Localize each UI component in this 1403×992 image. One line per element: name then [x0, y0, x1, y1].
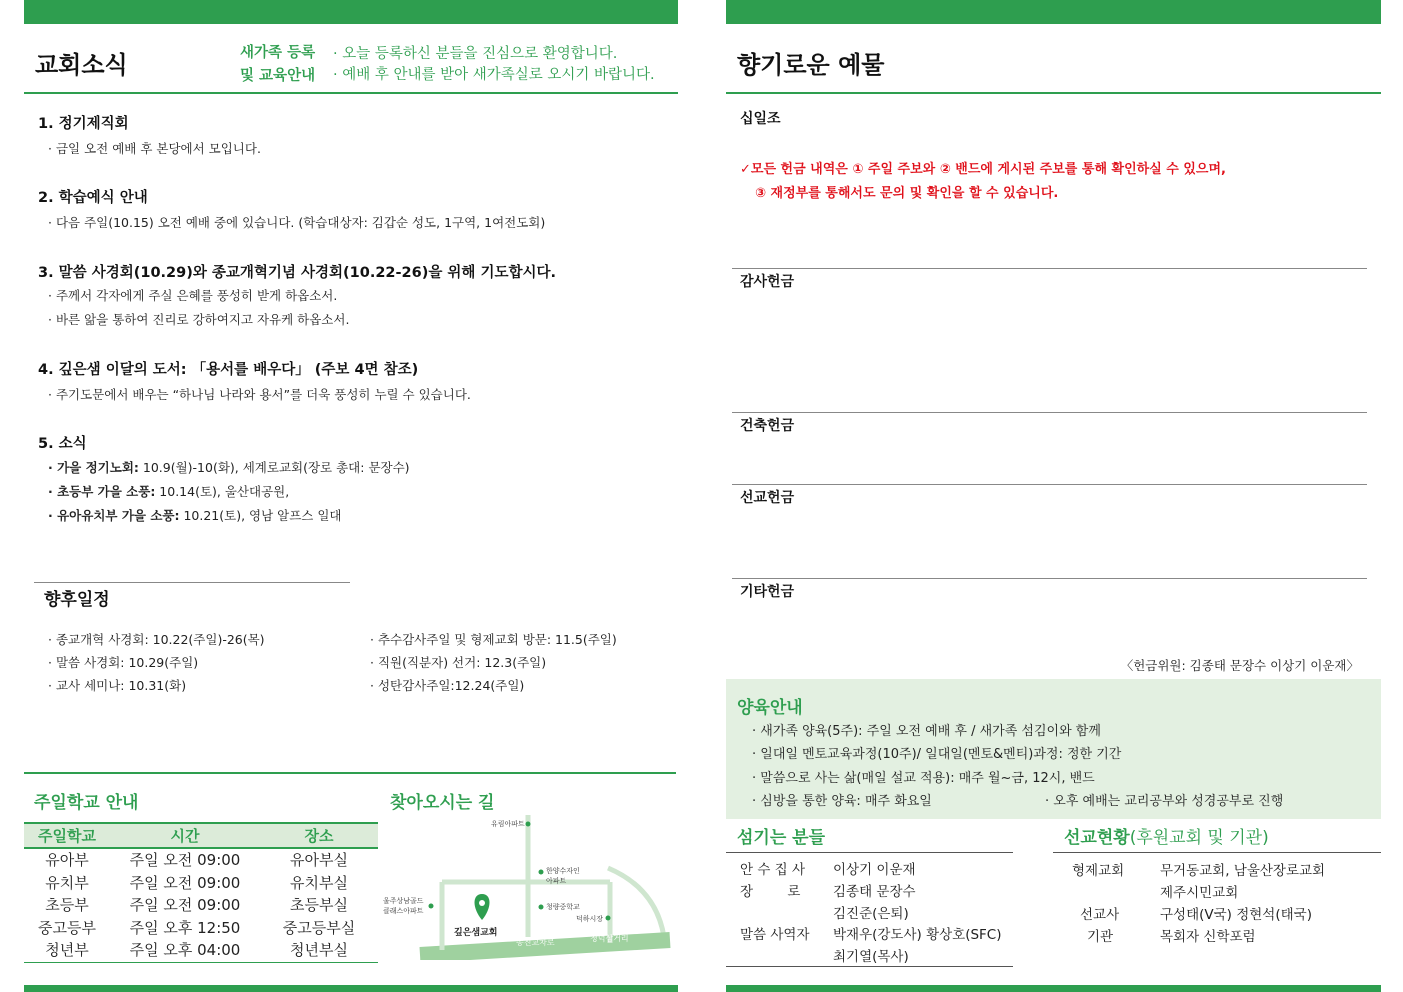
divider — [732, 578, 1367, 579]
table-header: 주일학교 — [24, 823, 110, 848]
nurture-title: 양육안내 — [737, 698, 803, 718]
cell: 유치부 — [45, 873, 89, 892]
news-title-1: 1. 정기제직회 — [38, 116, 129, 132]
table-row — [24, 872, 378, 895]
news-line: · 주께서 각자에게 주실 은혜를 풍성히 받게 하옵소서. — [48, 288, 338, 303]
divider — [732, 484, 1367, 485]
map-label: 한양수자인 — [546, 867, 580, 875]
cell: 유아부 — [45, 851, 89, 869]
map-label-church: 깊은샘교회 — [454, 928, 498, 938]
schedule-item: · 종교개혁 사경회: 10.22(주일)-26(목) — [48, 632, 265, 647]
map-label: 울주상남골드 — [383, 897, 424, 905]
mission-value: 무거동교회, 남울산장로교회 — [1160, 863, 1326, 879]
news-line: · 금일 오전 예배 후 본당에서 모입니다. — [48, 141, 261, 156]
schedule-item: · 추수감사주일 및 형제교회 방문: 11.5(주일) — [370, 632, 617, 647]
location-pin-icon — [475, 894, 490, 920]
bottom-bar-right — [726, 985, 1381, 992]
divider — [732, 412, 1367, 413]
missions-title-main: 선교현황 — [1064, 828, 1130, 848]
map-dot — [526, 822, 531, 827]
nurture-line: · 심방을 통한 양육: 매주 화요일 — [752, 794, 932, 809]
offering-notice-2: ③ 재정부를 통해서도 문의 및 확인을 할 수 있습니다. — [755, 186, 1059, 201]
cell: 청년부실 — [290, 941, 348, 959]
offering-committee: 〈헌금위원: 김종태 문장수 이상기 이운재〉 — [1120, 658, 1359, 673]
top-bar-right — [726, 0, 1381, 24]
divider — [726, 852, 1013, 853]
news-line: · 바른 앎을 통하여 진리로 강하여지고 자유케 하옵소서. — [48, 312, 350, 327]
table-row — [24, 894, 378, 917]
mission-label: 형제교회 — [1072, 863, 1125, 879]
news-sub-bold: · 초등부 가을 소풍: — [48, 484, 156, 499]
missions-title — [1064, 823, 1269, 848]
server-role: 말씀 사역자 — [740, 927, 810, 943]
cell: 주일 오후 12:50 — [129, 918, 241, 937]
offering-building: 건축헌금 — [740, 418, 795, 434]
offering-notice-1: ✓모든 헌금 내역은 ① 주일 주보와 ② 밴드에 게시된 주보를 통해 확인하실 수 있으며, — [740, 162, 1226, 177]
server-names: 김진준(은퇴) — [833, 906, 909, 922]
cell: 초등부실 — [290, 896, 348, 914]
news-sub-rest: 10.21(토), 영남 알프스 일대 — [179, 508, 342, 523]
map-dot — [539, 870, 544, 875]
server-names: 이상기 이운재 — [833, 862, 916, 878]
schedule-item: · 말씀 사경회: 10.29(주일) — [48, 655, 199, 670]
map-label: 유림아파트 — [491, 820, 525, 828]
news-sub-bold: · 유아유치부 가을 소풍: — [48, 508, 180, 523]
nurture-line: · 새가족 양육(5주): 주일 오전 예배 후 / 새가족 섬김이와 함께 — [752, 724, 1101, 739]
sunday-school-title: 주일학교 안내 — [34, 793, 139, 813]
map-dot — [429, 904, 434, 909]
divider — [1053, 852, 1381, 853]
divider — [24, 772, 676, 774]
map — [380, 810, 680, 960]
map-label: 청덕삼거리 — [590, 934, 629, 943]
cell: 유치부실 — [290, 873, 348, 892]
server-role: 장 로 — [740, 884, 801, 900]
bottom-bar-left — [24, 985, 678, 992]
offering-mission: 선교헌금 — [740, 490, 795, 506]
schedule-item: · 교사 세미나: 10.31(화) — [48, 678, 187, 693]
news-line: · 다음 주일(10.15) 오전 예배 중에 있습니다. (학습대상자: 김갑순 성도, 1구역, 1여전도회) — [48, 215, 546, 230]
servers-title: 섬기는 분들 — [737, 828, 826, 848]
offering-tithe: 십일조 — [740, 111, 781, 127]
mission-value: 목회자 신학포럼 — [1160, 929, 1256, 945]
cell: 주일 오후 04:00 — [129, 941, 241, 959]
map-title: 찾아오시는 길 — [390, 793, 495, 813]
mission-value: 제주시민교회 — [1160, 885, 1239, 901]
cell: 주일 오전 09:00 — [129, 851, 241, 869]
news-title-2: 2. 학습예식 안내 — [38, 190, 148, 206]
server-names: 박재우(강도사) 황상호(SFC) — [833, 927, 1002, 943]
divider — [732, 268, 1367, 269]
cell: 중고등부실 — [282, 918, 356, 937]
table-row — [24, 917, 378, 940]
mission-value: 구성태(V국) 정현석(태국) — [1160, 907, 1312, 923]
schedule-item: · 직원(직분자) 선거: 12.3(주일) — [370, 655, 547, 670]
map-label: 송진교차로 — [516, 938, 555, 947]
nurture-line: · 일대일 멘토교육과정(10주)/ 일대일(멘토&멘티)과정: 정한 기간 — [752, 747, 1122, 762]
nurture-line: · 말씀으로 사는 삶(매일 설교 적용): 매주 월~금, 12시, 밴드 — [752, 771, 1095, 786]
server-role: 안 수 집 사 — [740, 862, 806, 878]
top-bar-left — [24, 0, 678, 24]
registration-label-2: 및 교육안내 — [240, 68, 316, 84]
registration-text-1: · 오늘 등록하신 분들을 진심으로 환영합니다. — [333, 46, 618, 62]
news-line: · 주기도문에서 배우는 “하나님 나라와 용서”를 더욱 풍성히 누릴 수 있습니다. — [48, 387, 471, 402]
missions-title-sub: (후원교회 및 기관) — [1129, 828, 1269, 848]
registration-text-2: · 예배 후 안내를 받아 새가족실로 오시기 바랍니다. — [333, 67, 655, 83]
table-row — [24, 939, 378, 962]
news-sub-line — [48, 482, 289, 500]
map-dot — [606, 916, 611, 921]
schedule-item: · 성탄감사주일:12.24(주일) — [370, 678, 525, 693]
news-title-5: 5. 소식 — [38, 436, 87, 452]
news-sub-bold: · 가을 정기노회: — [48, 460, 139, 475]
page-title-offerings: 향기로운 예물 — [737, 51, 885, 79]
divider — [34, 582, 350, 583]
mission-label: 선교사 — [1080, 907, 1120, 923]
cell: 중고등부 — [38, 918, 96, 937]
table-header: 장소 — [260, 823, 378, 848]
server-names: 김종태 문장수 — [833, 884, 916, 900]
cell: 주일 오전 09:00 — [129, 896, 241, 914]
map-dot — [539, 905, 544, 910]
offering-thanks: 감사헌금 — [740, 274, 795, 290]
news-title-3: 3. 말씀 사경회(10.29)와 종교개혁기념 사경회(10.22-26)을 위해 기도합시다. — [38, 265, 556, 281]
divider — [726, 92, 1381, 94]
mission-label: 기관 — [1087, 929, 1114, 945]
table-row — [24, 848, 378, 872]
divider — [726, 966, 1013, 967]
table-header: 시간 — [110, 823, 260, 848]
news-sub-rest: 10.9(월)-10(화), 세계로교회(장로 총대: 문장수) — [138, 460, 410, 475]
divider — [24, 92, 678, 94]
news-sub-line — [48, 506, 342, 524]
cell: 주일 오전 09:00 — [129, 873, 241, 892]
sunday-school-table — [24, 822, 378, 963]
map-label: 아파트 — [546, 877, 567, 885]
server-names: 최기열(목사) — [833, 949, 909, 965]
news-sub-rest: 10.14(토), 울산대공원, — [155, 484, 290, 499]
offering-other: 기타헌금 — [740, 584, 795, 600]
page-title-church-news: 교회소식 — [35, 51, 128, 79]
map-label: 덕하시장 — [576, 915, 604, 923]
schedule-title: 향후일정 — [44, 590, 110, 610]
map-label: 클래스아파트 — [383, 907, 424, 915]
registration-label-1: 새가족 등록 — [240, 45, 316, 61]
news-sub-line — [48, 458, 410, 476]
news-title-4: 4. 깊은샘 이달의 도서: 「용서를 배우다」 (주보 4면 참조) — [38, 362, 419, 378]
map-label: 청량중학교 — [546, 903, 580, 911]
cell: 유아부실 — [290, 851, 348, 869]
cell: 초등부 — [45, 896, 89, 914]
cell: 청년부 — [45, 941, 89, 959]
nurture-extra: · 오후 예배는 교리공부와 성경공부로 진행 — [1045, 794, 1284, 809]
